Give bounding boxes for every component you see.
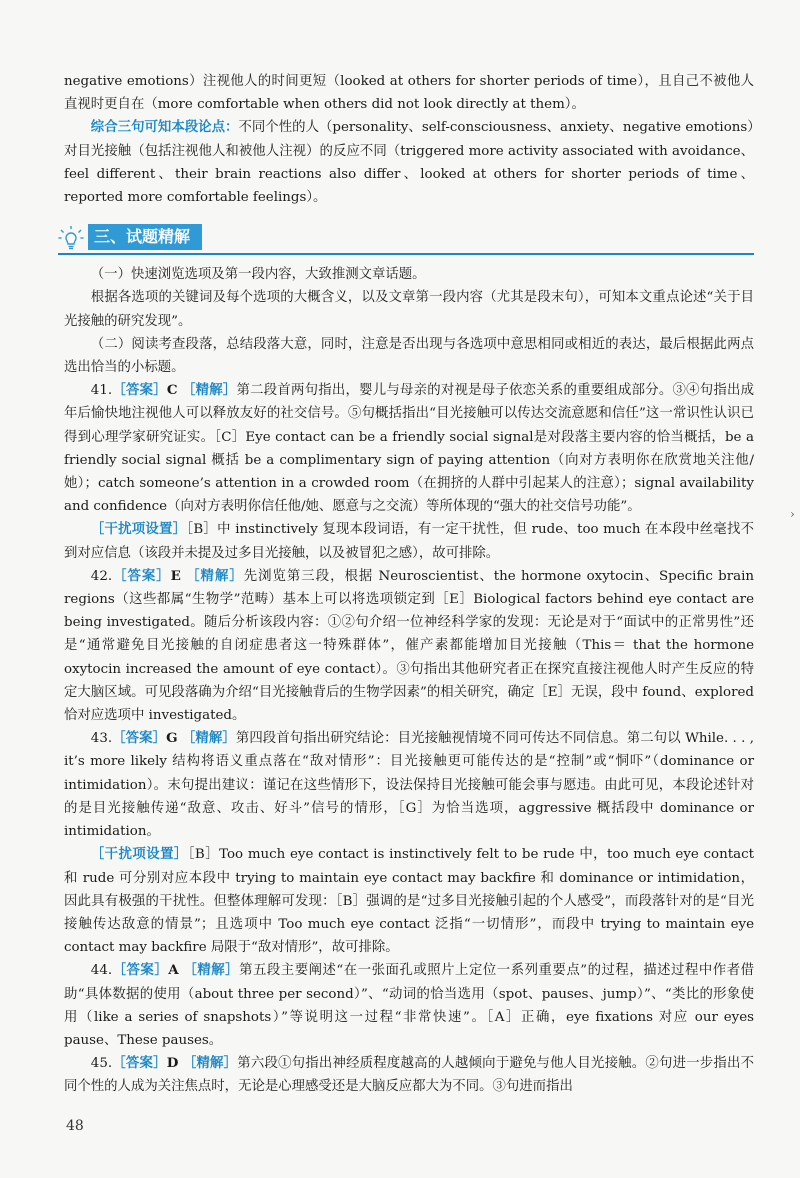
explain-label: ［精解］	[181, 730, 236, 747]
section-title: 三、试题精解	[88, 224, 202, 250]
question-42	[64, 565, 754, 727]
answer-label: ［答案］	[112, 1055, 167, 1072]
answer-letter: G	[166, 730, 178, 747]
question-number: 43.	[90, 731, 113, 747]
question-43-distractor	[64, 843, 754, 959]
answer-label: ［答案］	[112, 962, 169, 979]
explain-label: ［精解］	[183, 962, 240, 979]
question-number: 42.	[90, 568, 113, 584]
intro-lead: 综合三句可知本段论点：	[90, 119, 239, 136]
answer-label: ［答案］	[112, 382, 167, 399]
explain-label: ［精解］	[182, 1055, 238, 1072]
answer-letter: D	[166, 1055, 179, 1072]
distractor-label: ［干扰项设置］	[90, 846, 188, 863]
question-45	[64, 1052, 754, 1098]
distractor-label: ［干扰项设置］	[90, 521, 187, 538]
question-41-distractor	[64, 518, 754, 564]
lightbulb-icon	[58, 225, 84, 251]
explanation-text: 第五段主要阐述“在一张面孔或照片上定位一系列重要点”的过程，描述过程中作者借助“具体数据的使用（about three per second）”、“动词的恰当选用（spot、pauses、jump）”、“类比的形象使用（like a series of snapshots）”等说明这一过程“非常快速”。［A］正确，eye fixations 对应 our eyes pause、These pauses。	[64, 963, 754, 1048]
page-number: 48	[66, 1118, 84, 1134]
question-41	[64, 379, 754, 518]
step-2: （二）阅读考查段落，总结段落大意，同时，注意是否出现与各选项中意思相同或相近的表达，最后根据此两点选出恰当的小标题。	[64, 336, 754, 376]
question-43	[64, 727, 754, 843]
explain-label: ［精解］	[182, 382, 237, 399]
answer-letter: C	[166, 382, 178, 399]
question-number: 44.	[90, 963, 113, 979]
answer-letter: A	[168, 962, 179, 979]
section-header	[58, 223, 754, 255]
explanation-text: 第二段首两句指出，婴儿与母亲的对视是母子依恋关系的重要组成部分。③④句指出成年后愉快地注视他人可以释放友好的社交信号。⑤句概括指出“目光接触可以传达交流意愿和信任”这一常识性认识已得到心理学家研究证实。［C］Eye contact can be a friendly social signal是对段落主要内容的恰当概括，be a friendly social signal 概括 be a complimentary sign of paying attention（向对方表明你在欣赏地关注他/她）；catch someone’s attention in a crowded room（在拥挤的人群中引起某人的注意）；signal availability and confidence（向对方表明你信任他/她、愿意与之交流）等所体现的“强大的社交信号功能”。	[64, 383, 755, 515]
answer-label: ［答案］	[112, 567, 171, 584]
answer-letter: E	[170, 567, 181, 584]
page-body	[64, 70, 754, 1099]
explanation-text: 先浏览第三段，根据 Neuroscientist、the hormone oxytocin、Specific brain regions（这些都属“生物学”范畴）基本上可以将选项锁定到［E］Biological factors behind eye contact are being investigated。随后分析该段内容：①②句介绍一位神经科学家的发现：无论是对于“面试中的正常男性”还是“通常避免目光接触的自闭症患者这一特殊群体”，催产素都能增加目光接触（This＝ that the hormone oxytocin increased the amount of eye contact）。③句指出其他研究者正在探究直接注视他人时产生反应的特定大脑区域。可见段落确为介绍“目光接触背后的生物学因素”的相关研究，确定［E］无误，段中 found、explored 恰对应选项中 investigated。	[64, 568, 755, 724]
distractor-text: ［B］Too much eye contact is instinctively felt to be rude 中，too much eye contact 和 rude 可分别对应本段中 trying to maintain eye contact may backfire 和 dominance or intimidation，因此具有极强的干扰性。但整体理解可发现：［B］强调的是“过多目光接触引起的个人感受”，而段落针对的是“目光接触传达敌意的情景”；且选项中 Too much eye contact 泛指“一切情形”，而段中 trying to maintain eye contact may backfire 局限于“敌对情形”，故可排除。	[64, 847, 754, 956]
intro-paragraph-2	[64, 116, 754, 209]
question-number: 45.	[90, 1056, 113, 1072]
explanation-text: 第四段首句指出研究结论：目光接触视情境不同可传达不同信息。第二句以 While. . . , it’s more likely 结构将语义重点落在“敌对情形”：目光接触更可能传达的是“控制”或“恫吓”（dominance or intimidation）。末句提出建议：谨记在这些情形下，设法保持目光接触可能会事与愿违。由此可见，本段论述针对的是目光接触传递“敌意、攻击、好斗”信号的情形，［G］为恰当选项，aggressive 概括段中 dominance or intimidation。	[64, 731, 755, 840]
distractor-text: ［B］中 instinctively 复现本段词语，有一定干扰性，但 rude、too much 在本段中丝毫找不到对应信息（该段并未提及过多目光接触，以及被冒犯之感），故可排除。	[64, 522, 755, 561]
step-1-detail: 根据各选项的关键词及每个选项的大概含义，以及文章第一段内容（尤其是段末句），可知本文重点论述“关于目光接触的研究发现”。	[64, 290, 754, 329]
answer-label: ［答案］	[112, 730, 167, 747]
explanation-text: 第六段①句指出神经质程度越高的人越倾向于避免与他人目光接触。②句进一步指出不同个性的人成为关注焦点时，无论是心理感受还是大脑反应都大为不同。③句进而指出	[64, 1056, 755, 1095]
question-44	[64, 959, 754, 1052]
explain-label: ［精解］	[186, 567, 244, 584]
question-number: 41.	[90, 383, 113, 399]
edge-mark: ›	[790, 507, 795, 521]
step-1: （一）快速浏览选项及第一段内容，大致推测文章话题。	[90, 267, 426, 283]
intro-rest: 不同个性的人（personality、self-consciousness、anxiety、negative emotions）对目光接触（包括注视他人和被他人注视）的反应不同（triggered more activity associated with avoidance、feel different、their brain reactions also differ、looked at others for shorter periods of time、reported more comfortable feelings）。	[64, 120, 754, 206]
intro-paragraph-1: negative emotions）注视他人的时间更短（looked at others for shorter periods of time），且自己不被他人直视时更自在（more comfortable when others did not look directly at them）。	[64, 74, 754, 113]
